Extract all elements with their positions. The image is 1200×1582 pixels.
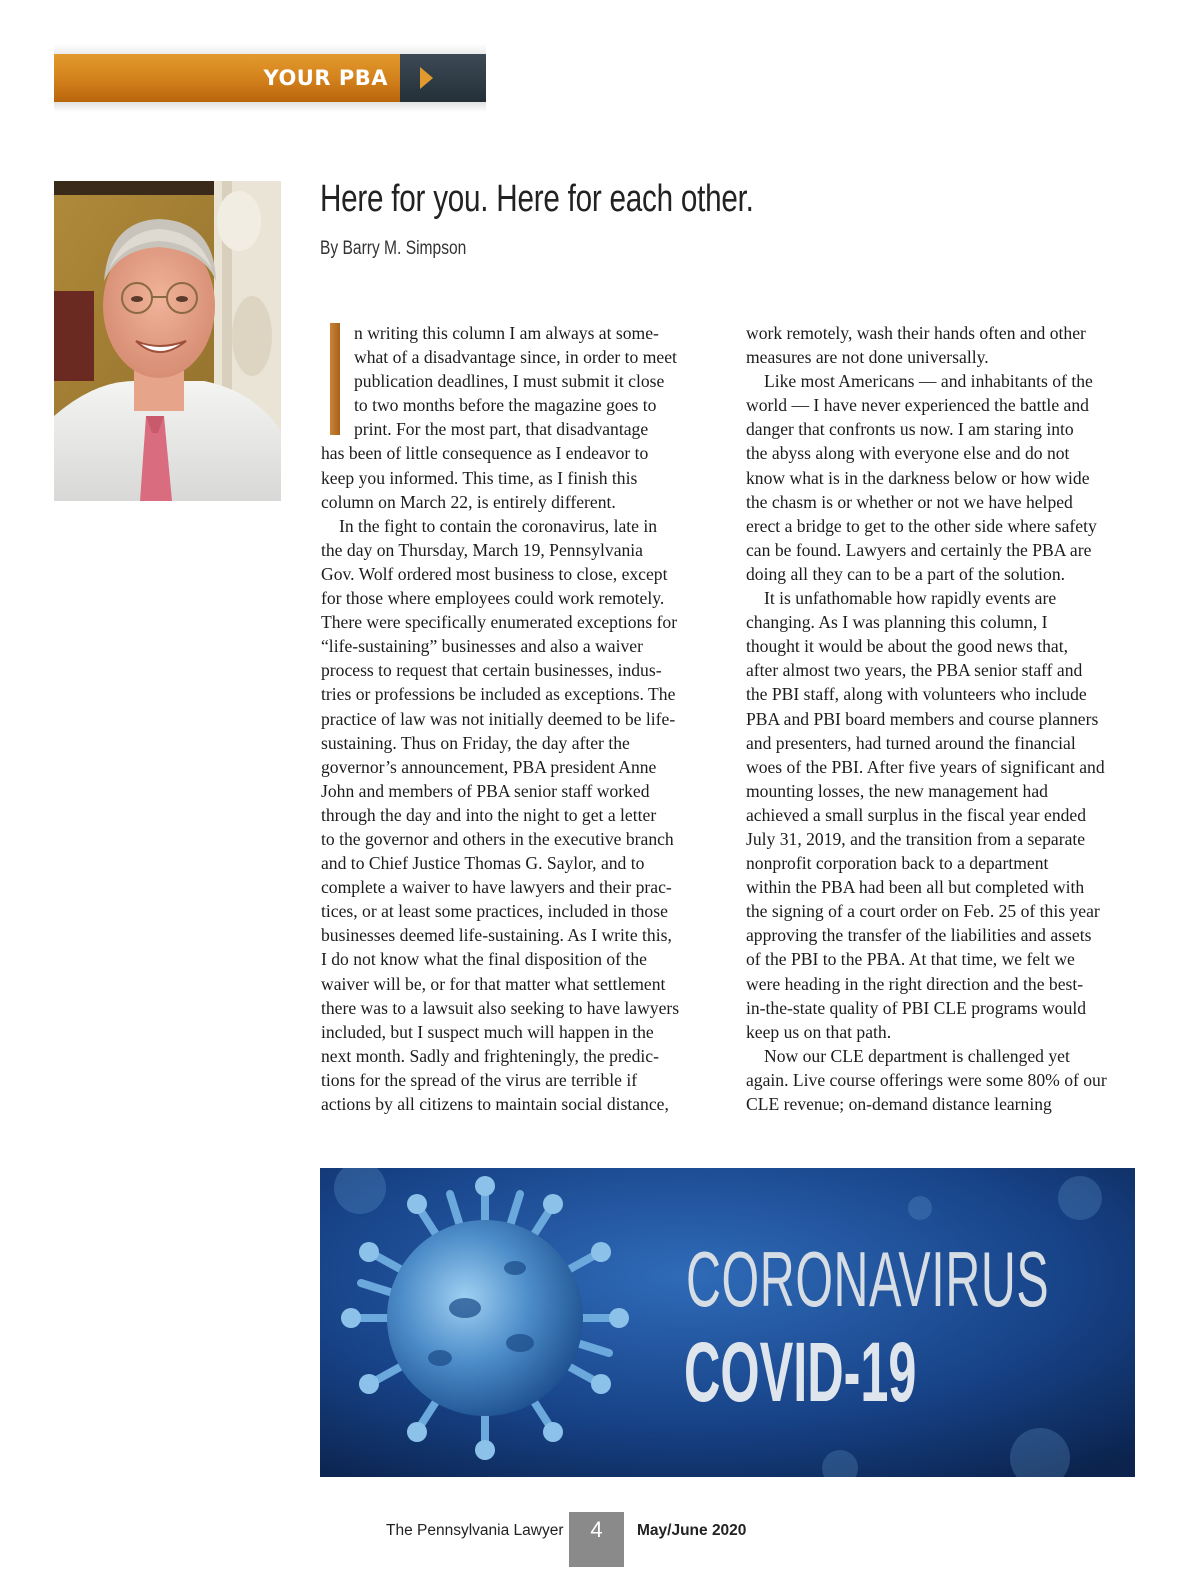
text-line: through the day and into the night to get a letter — [321, 804, 657, 825]
text-line: complete a waiver to have lawyers and their prac- — [321, 877, 672, 898]
text-line: achieved a small surplus in the fiscal year ended — [746, 804, 1087, 825]
text-line: changing. As I was planning this column, I — [746, 612, 1048, 633]
text-line: the PBI staff, along with volunteers who include — [746, 684, 1087, 705]
text-line: businesses deemed life-sustaining. As I write this, — [321, 925, 672, 946]
text-line: and presenters, had turned around the financial — [746, 732, 1076, 753]
article-byline: By Barry M. Simpson — [320, 238, 467, 259]
text-line: “life-sustaining” businesses and also a waiver — [321, 636, 643, 657]
text-line: tries or professions be included as exceptions. The — [321, 684, 676, 705]
text-line: the chasm is or whether or not we have helped — [746, 491, 1073, 512]
coronavirus-title: CORONAVIRUS — [686, 1235, 1050, 1323]
text-line: can be found. Lawyers and certainly the PBA are — [746, 539, 1092, 560]
text-line: John and members of PBA senior staff worked — [321, 780, 650, 801]
author-photo — [54, 181, 281, 501]
text-line: keep you informed. This time, as I finish this — [321, 467, 638, 488]
text-line: It is unfathomable how rapidly events are — [764, 588, 1057, 609]
text-line: Now our CLE department is challenged yet — [764, 1045, 1070, 1066]
text-line: I do not know what the final disposition of the — [321, 949, 647, 970]
text-line: again. Live course offerings were some 80% of our — [746, 1069, 1107, 1090]
text-line: keep us on that path. — [746, 1021, 892, 1042]
text-line: nonprofit corporation back to a department — [746, 853, 1049, 874]
author-photo-icon — [54, 181, 281, 501]
text-line: work remotely, wash their hands often and other — [746, 323, 1086, 343]
text-line: practice of law was not initially deemed to be life- — [321, 708, 676, 729]
article-headline: Here for you. Here for each other. — [320, 178, 754, 220]
banner-shadow — [54, 102, 486, 112]
text-line: doing all they can to be a part of the solution. — [746, 563, 1066, 584]
text-line: process to request that certain businesses, indus- — [321, 660, 662, 681]
text-line: There were specifically enumerated exceptions for — [321, 612, 678, 633]
article-column-right — [746, 321, 1141, 1116]
section-banner — [54, 54, 486, 102]
text-line: has been of little consequence as I endeavor to — [321, 443, 649, 464]
text-line: know what is in the darkness below or how wide — [746, 467, 1090, 488]
section-banner-arrow-area — [400, 54, 486, 102]
text-line: publication deadlines, I must submit it close — [354, 371, 665, 392]
text-line: column on March 22, is entirely different. — [321, 491, 616, 512]
text-line: CLE revenue; on-demand distance learning — [746, 1094, 1052, 1114]
text-line: danger that confronts us now. I am staring into — [746, 419, 1074, 440]
text-line: included, but I suspect much will happen in the — [321, 1021, 654, 1042]
coronavirus-banner-image — [320, 1168, 1135, 1477]
text-line: print. For the most part, that disadvantage — [354, 419, 649, 440]
covid-subtitle: COVID-19 — [684, 1325, 917, 1419]
text-line: the abyss along with everyone else and do not — [746, 443, 1070, 464]
text-line: after almost two years, the PBA senior staff and — [746, 660, 1083, 681]
text-line: next month. Sadly and frighteningly, the predic- — [321, 1045, 659, 1066]
text-line: for those where employees could work remotely. — [321, 588, 665, 609]
text-line: measures are not done universally. — [746, 347, 989, 368]
text-line: governor’s announcement, PBA president Anne — [321, 756, 657, 777]
text-line: tices, or at least some practices, included in those — [321, 901, 668, 922]
text-line: waiver will be, or for that matter what settlement — [321, 973, 666, 994]
text-line: Like most Americans — and inhabitants of the — [764, 371, 1093, 392]
text-line: Gov. Wolf ordered most business to close, except — [321, 563, 668, 584]
text-line: to the governor and others in the executive branch — [321, 828, 674, 849]
text-line: tions for the spread of the virus are terrible if — [321, 1069, 638, 1090]
text-line: the day on Thursday, March 19, Pennsylvania — [321, 539, 643, 560]
text-line: erect a bridge to get to the other side where safety — [746, 515, 1097, 536]
footer-issue-date: May/June 2020 — [637, 1522, 747, 1539]
banner-top-shade — [54, 44, 486, 54]
text-line: In the fight to contain the coronavirus, late in — [339, 515, 658, 536]
text-line: world — I have never experienced the battle and — [746, 395, 1089, 416]
text-line: and to Chief Justice Thomas G. Saylor, and to — [321, 853, 645, 874]
text-line: what of a disadvantage since, in order to meet — [354, 347, 677, 368]
text-line: thought it would be about the good news that, — [746, 636, 1069, 657]
text-line: sustaining. Thus on Friday, the day after the — [321, 732, 630, 753]
text-line: actions by all citizens to maintain social distance, — [321, 1094, 669, 1114]
section-banner-label-area — [54, 54, 400, 102]
article-column-left — [321, 321, 716, 1116]
text-line: n writing this column I am always at some- — [354, 323, 659, 343]
text-line: PBA and PBI board members and course planners — [746, 708, 1099, 729]
text-line: were heading in the right direction and the best- — [746, 973, 1084, 994]
text-line: approving the transfer of the liabilities and assets — [746, 925, 1092, 946]
footer-publication: The Pennsylvania Lawyer — [386, 1522, 564, 1539]
text-line: of the PBI to the PBA. At that time, we felt we — [746, 949, 1075, 970]
section-title: YOUR PBA — [263, 66, 388, 90]
text-line: woes of the PBI. After five years of significant and — [746, 756, 1105, 777]
text-line: to two months before the magazine goes to — [354, 395, 657, 416]
text-line: in-the-state quality of PBI CLE programs would — [746, 997, 1087, 1018]
text-line: within the PBA had been all but completed with — [746, 877, 1085, 898]
text-line: there was to a lawsuit also seeking to have lawyers — [321, 997, 680, 1018]
page-number: 4 — [569, 1512, 624, 1567]
play-arrow-icon — [420, 67, 433, 89]
text-line: the signing of a court order on Feb. 25 of this year — [746, 901, 1100, 922]
text-line: mounting losses, the new management had — [746, 780, 1048, 801]
text-line: July 31, 2019, and the transition from a separate — [746, 828, 1086, 849]
